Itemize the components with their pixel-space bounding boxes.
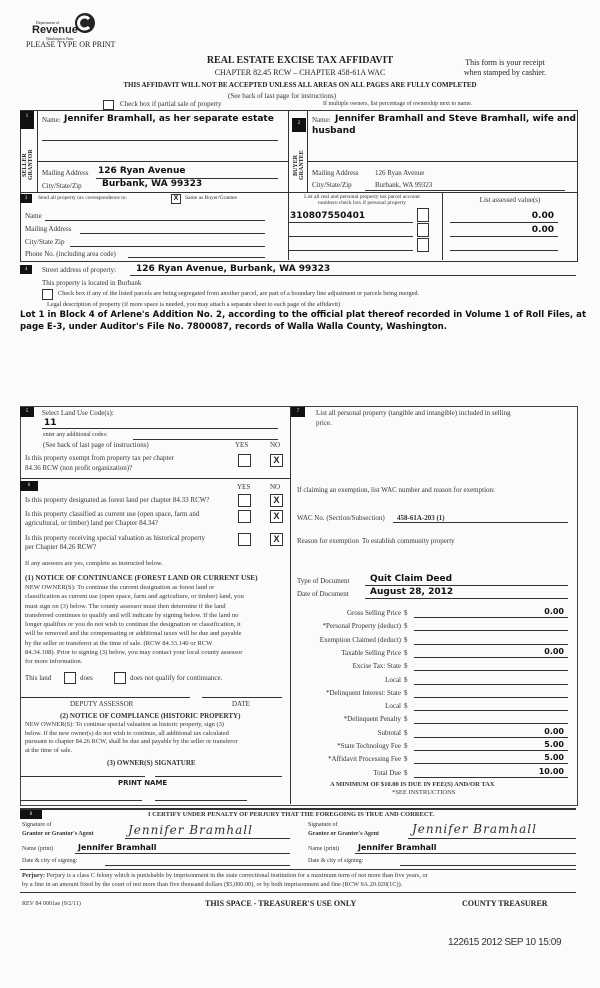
notice-line: classification as current use (open space, farm and agriculture, or timber) land, you bbox=[25, 593, 244, 601]
buyer-name-cont[interactable]: husband bbox=[312, 126, 356, 136]
additional-codes-label: enter any additional codes: bbox=[43, 432, 108, 438]
print-name-label: PRINT NAME bbox=[118, 779, 168, 787]
form-title: REAL ESTATE EXCISE TAX AFFIDAVIT bbox=[206, 55, 394, 66]
parcel-number[interactable]: 310807550401 bbox=[290, 211, 366, 221]
certify-statement: I CERTIFY UNDER PENALTY OF PERJURY THAT THE FOREGOING IS TRUE AND CORRECT. bbox=[148, 811, 435, 818]
notice-continuance-text bbox=[25, 583, 287, 667]
historic-question-2: per Chapter 84.26 RCW? bbox=[25, 543, 97, 551]
notice-line: NEW OWNER(S): To continue the current designation as forest land or bbox=[25, 584, 215, 591]
owner-signature-label: (3) OWNER(S) SIGNATURE bbox=[107, 759, 196, 767]
legal-description-2[interactable]: page E-3, under Auditor's File No. 7800087, records of Walla Walla County, Washington. bbox=[20, 322, 448, 332]
personal-property-checkbox-3[interactable] bbox=[417, 238, 429, 252]
fee-label: *Delinquent Interest: State bbox=[325, 688, 401, 697]
fee-value[interactable]: 10.00 bbox=[538, 766, 564, 776]
s3-mail-label: Mailing Address bbox=[25, 225, 72, 233]
notice-line: longer qualifies or you do not wish to continue the designation or classification, it bbox=[25, 621, 241, 629]
buyer-mail-label: Mailing Address bbox=[312, 169, 359, 177]
receipt-note-2: when stamped by cashier. bbox=[463, 68, 547, 77]
exempt-no-checkbox[interactable]: X bbox=[270, 454, 283, 467]
grantor-print-name[interactable]: Jennifer Bramhall bbox=[78, 843, 157, 852]
current-use-question: Is this property classified as current use (open space, farm and bbox=[25, 510, 200, 518]
seller-mailing-address[interactable]: 126 Ryan Avenue bbox=[98, 166, 186, 176]
seller-name-label: Name: bbox=[42, 116, 61, 124]
exempt-question: Is this property exempt from property tax per chapter bbox=[25, 454, 174, 462]
partial-sale-checkbox[interactable] bbox=[103, 100, 114, 110]
fee-label: Exemption Claimed (deduct) bbox=[319, 635, 401, 644]
does-qualify-checkbox[interactable] bbox=[64, 672, 76, 684]
section-8-number: 8 bbox=[20, 810, 42, 819]
wac-label: WAC No. (Section/Subsection) bbox=[297, 514, 385, 522]
dollar-sign: $ bbox=[404, 622, 408, 631]
fee-value[interactable]: 5.00 bbox=[544, 753, 564, 763]
s6-yes-header: YES bbox=[237, 483, 251, 491]
notice-line: will be removed and the compensating or additional taxes will be due and payable bbox=[25, 630, 242, 638]
fee-row bbox=[294, 686, 574, 698]
current-use-no-checkbox[interactable]: X bbox=[270, 510, 283, 523]
grantee-sig-of: Signature of bbox=[308, 822, 338, 828]
notice-line: at the time of sale. bbox=[25, 746, 73, 754]
grantee-signature[interactable]: Jennifer Bramhall bbox=[412, 822, 537, 836]
does-label: does bbox=[80, 674, 93, 682]
personal-property-checkbox-1[interactable] bbox=[417, 208, 429, 222]
buyer-name-label: Name: bbox=[312, 116, 331, 124]
section-7-number: 7 bbox=[291, 407, 305, 417]
grantor-agent-label: Grantor or Grantor's Agent bbox=[22, 831, 94, 837]
fee-label: Taxable Selling Price bbox=[341, 648, 401, 657]
buyer-name[interactable]: Jennifer Bramhall and Steve Bramhall, wife and bbox=[335, 114, 576, 124]
exemption-label: If claiming an exemption, list WAC number and reason for exemption: bbox=[297, 486, 495, 494]
fee-row bbox=[294, 619, 574, 631]
perjury-notice bbox=[22, 872, 578, 889]
minimum-due-note: A MINIMUM OF $10.00 IS DUE IN FEE(S) AND/OR TAX bbox=[330, 781, 495, 788]
buyer-mailing-address[interactable]: 126 Ryan Avenue bbox=[375, 169, 425, 177]
parcel-header: List all real and personal property tax parcel account bbox=[304, 194, 420, 200]
dollar-sign: $ bbox=[404, 688, 408, 697]
perjury-text-2: by a fine in an amount fixed by the court of not more than five thousand dollars ($5,000.00), or by both imprisonment and fine (RCW 9A.20.020(1C)). bbox=[22, 880, 403, 888]
segregated-checkbox[interactable] bbox=[42, 289, 53, 300]
assessed-value-1[interactable]: 0.00 bbox=[531, 211, 554, 221]
assessed-value-header: List assessed value(s) bbox=[479, 196, 541, 204]
dollar-sign: $ bbox=[404, 715, 408, 724]
if-yes-note: If any answers are yes, complete as instructed below. bbox=[25, 560, 163, 567]
document-type[interactable]: Quit Claim Deed bbox=[370, 574, 453, 584]
notice-line: transferred continues to qualify and will indicate by signing below. If the land no bbox=[25, 611, 239, 619]
fee-label: Total Due bbox=[373, 768, 401, 777]
fee-row bbox=[294, 752, 574, 764]
current-use-yes-checkbox[interactable] bbox=[238, 510, 251, 523]
fee-row bbox=[294, 739, 574, 751]
exempt-question-2: 84.36 RCW (non profit organization)? bbox=[25, 464, 133, 472]
section-4-number: 4 bbox=[20, 265, 32, 274]
see-back: (See back of last page for instructions) bbox=[228, 92, 337, 100]
dor-logo: Department of Revenue Washington State bbox=[32, 12, 102, 44]
historic-yes-checkbox[interactable] bbox=[238, 533, 251, 546]
legal-description[interactable]: Lot 1 in Block 4 of Arlene's Addition No. 2, according to the official plat thereof recorded in Volume 1 of Roll Files, at bbox=[20, 310, 587, 320]
notice-line: must sign on (3) below. The county assessor must then determine if the land bbox=[25, 602, 226, 610]
fee-row bbox=[294, 673, 574, 685]
s6-no-header: NO bbox=[270, 483, 281, 491]
doc-date-label: Date of Document bbox=[297, 590, 349, 598]
s5-yes-header: YES bbox=[235, 441, 249, 449]
notice-line: 84.34.108). Prior to signing (3) below, you may contact your local county assessor bbox=[25, 649, 243, 657]
historic-question: Is this property receiving special valuation as historical property bbox=[25, 534, 206, 542]
located-in: This property is located in Burbank bbox=[42, 279, 142, 287]
street-label: Street address of property: bbox=[42, 266, 117, 274]
fee-row bbox=[294, 726, 574, 738]
seller-grantor-label: SELLER GRANTOR bbox=[22, 149, 34, 181]
does-not-qualify-checkbox[interactable] bbox=[114, 672, 126, 684]
legal-description-label: Legal description of property (if more space is needed, you may attach a separate sheet to each page of the affidavit) bbox=[47, 301, 341, 308]
notice-continuance-title: (1) NOTICE OF CONTINUANCE (FOREST LAND OR CURRENT USE) bbox=[25, 573, 258, 582]
notice-compliance-title: (2) NOTICE OF COMPLIANCE (HISTORIC PROPERTY) bbox=[60, 712, 241, 720]
buyer-city[interactable]: Burbank, WA 99323 bbox=[375, 181, 433, 189]
notice-line: NEW OWNER(S): To continue special valuation as historic property, sign (3) bbox=[25, 721, 224, 728]
assessed-value-2[interactable]: 0.00 bbox=[531, 225, 554, 235]
dollar-sign: $ bbox=[404, 648, 408, 657]
fee-label: Gross Selling Price bbox=[346, 609, 401, 617]
notice-line: below. If the new owner(s) do not wish to continue, all additional tax calculated bbox=[25, 729, 229, 737]
see-instructions: *SEE INSTRUCTIONS bbox=[392, 789, 456, 796]
cashier-stamp: 122615 2012 SEP 10 15:09 bbox=[448, 937, 562, 948]
deputy-assessor-label: DEPUTY ASSESSOR bbox=[70, 700, 134, 708]
exemption-reason[interactable]: To establish community property bbox=[362, 537, 455, 545]
receipt-note: This form is your receipt bbox=[465, 58, 545, 67]
dollar-sign: $ bbox=[404, 742, 408, 750]
current-use-question-2: agricultural, or timber) land per Chapter 84.34? bbox=[25, 519, 158, 527]
s3-name-label: Name bbox=[25, 212, 42, 220]
buyer-grantee-label: BUYER GRANTEE bbox=[293, 150, 305, 180]
section-2-number: 2 bbox=[292, 118, 306, 132]
send-correspondence-label: Send all property tax correspondence to: bbox=[38, 195, 128, 201]
section-1-number: 1 bbox=[20, 111, 34, 129]
fee-row bbox=[294, 659, 574, 671]
grantor-name-label: Name (print) bbox=[22, 846, 54, 852]
perjury-label: Perjury: bbox=[22, 872, 46, 879]
fee-row bbox=[294, 712, 574, 724]
grantee-agent-label: Grantee or Grantee's Agent bbox=[308, 831, 380, 837]
fee-value[interactable]: 0.00 bbox=[544, 646, 564, 656]
s5-no-header: NO bbox=[270, 441, 281, 449]
dollar-sign: $ bbox=[404, 728, 408, 737]
personal-property-checkbox-2[interactable] bbox=[417, 223, 429, 237]
historic-no-checkbox[interactable]: X bbox=[270, 533, 283, 546]
fee-label: *Personal Property (deduct) bbox=[322, 622, 401, 631]
fee-value[interactable]: 5.00 bbox=[544, 740, 564, 749]
s5-see-back: (See back of last page of instructions) bbox=[43, 441, 149, 449]
this-land-label: This land bbox=[25, 674, 52, 682]
fee-label: Excise Tax: State bbox=[352, 662, 401, 671]
seller-city-label: City/State/Zip bbox=[42, 182, 82, 190]
fee-value[interactable]: 0.00 bbox=[544, 607, 564, 616]
form-chapter: CHAPTER 82.45 RCW – CHAPTER 458-61A WAC bbox=[214, 68, 386, 77]
s3-phone-label: Phone No. (including area code) bbox=[25, 250, 116, 258]
deputy-date-label: DATE bbox=[232, 700, 250, 708]
notice-line: pursuant to chapter 84.26 RCW, shall be due and payable by the seller or transferor bbox=[25, 738, 238, 745]
seller-name[interactable]: Jennifer Bramhall, as her separate estate bbox=[64, 114, 274, 124]
grantee-print-name[interactable]: Jennifer Bramhall bbox=[358, 843, 437, 852]
land-use-label: Select Land Use Code(s): bbox=[42, 409, 114, 417]
dollar-sign: $ bbox=[404, 635, 408, 644]
same-as-buyer-checkbox[interactable]: X bbox=[171, 194, 181, 204]
dollar-sign: $ bbox=[404, 662, 408, 671]
grantor-signature[interactable]: Jennifer Bramhall bbox=[128, 823, 253, 837]
treasurer-space-label: THIS SPACE - TREASURER'S USE ONLY bbox=[205, 899, 357, 908]
does-not-label: does not qualify for continuance. bbox=[130, 674, 223, 682]
grantee-name-label: Name (print) bbox=[308, 846, 340, 852]
warning: THIS AFFIDAVIT WILL NOT BE ACCEPTED UNLESS ALL AREAS ON ALL PAGES ARE FULLY COMPLETED bbox=[123, 81, 477, 89]
section-5-number: 5 bbox=[20, 407, 34, 417]
segregated-label: Check box if any of the listed parcels are being segregated from another parcel, are part of a boundary line adjustment or parcels being merged. bbox=[58, 290, 420, 297]
form-revision: REV 84 0001ae (9/2/11) bbox=[22, 901, 81, 907]
fee-label: Subtotal bbox=[377, 728, 401, 737]
seller-city[interactable]: Burbank, WA 99323 bbox=[102, 179, 203, 189]
multiple-owners-note: If multiple owners, list percentage of ownership next to name. bbox=[323, 101, 473, 107]
county-treasurer-label: COUNTY TREASURER bbox=[462, 899, 548, 908]
dollar-sign: $ bbox=[404, 675, 408, 684]
fee-row bbox=[294, 646, 574, 658]
fee-label: *Affidavit Processing Fee bbox=[328, 755, 401, 764]
partial-sale-label: Check box if partial sale of property bbox=[120, 100, 222, 108]
exempt-yes-checkbox[interactable] bbox=[238, 454, 251, 467]
fee-row bbox=[294, 606, 574, 618]
grantor-date-city-label: Date & city of signing: bbox=[22, 858, 78, 864]
reason-label: Reason for exemption bbox=[297, 537, 359, 545]
dollar-sign: $ bbox=[404, 768, 408, 777]
dollar-sign: $ bbox=[404, 755, 408, 764]
section-6-number: 6 bbox=[20, 481, 38, 491]
personal-property-label-2: price. bbox=[316, 419, 332, 427]
fee-row bbox=[294, 633, 574, 645]
fee-row bbox=[294, 766, 574, 778]
same-as-buyer-label: Same as Buyer/Grantee bbox=[185, 195, 237, 201]
dollar-sign: $ bbox=[404, 702, 408, 711]
forest-no-checkbox[interactable]: X bbox=[270, 494, 283, 507]
grantee-date-city-label: Date & city of signing: bbox=[308, 858, 364, 864]
land-use-code[interactable]: 11 bbox=[44, 418, 57, 428]
personal-property-label: List all personal property (tangible and intangible) included in selling bbox=[316, 409, 511, 417]
notice-compliance-text bbox=[25, 721, 287, 755]
buyer-city-label: City/State/Zip bbox=[312, 181, 352, 189]
s3-city-label: City/State Zip bbox=[25, 238, 65, 246]
forest-land-question: Is this property designated as forest land per chapter 84.33 RCW? bbox=[25, 496, 210, 504]
property-street-address[interactable]: 126 Ryan Avenue, Burbank, WA 99323 bbox=[136, 264, 331, 274]
perjury-text: Perjury is a class C felony which is punishable by imprisonment in the state correctional institution for a maximum term of not more than five years, or bbox=[46, 872, 428, 879]
fee-label: *State Technology Fee bbox=[337, 742, 401, 750]
parcel-header-2: numbers-check box if personal property bbox=[318, 200, 406, 206]
fee-value[interactable]: 0.00 bbox=[544, 726, 564, 736]
forest-yes-checkbox[interactable] bbox=[238, 494, 251, 507]
please-type: PLEASE TYPE OR PRINT bbox=[26, 40, 116, 49]
fee-label: *Delinquent Penalty bbox=[343, 715, 401, 724]
fee-row bbox=[294, 699, 574, 711]
notice-line: for more information. bbox=[25, 658, 83, 666]
section-3-number: 3 bbox=[20, 194, 32, 203]
document-date[interactable]: August 28, 2012 bbox=[370, 587, 454, 597]
notice-line: by the seller or transferor at the time of sale. (RCW 84.33.140 or RCW bbox=[25, 639, 213, 647]
dollar-sign: $ bbox=[404, 609, 408, 617]
seller-mail-label: Mailing Address bbox=[42, 169, 89, 177]
fee-label: Local bbox=[385, 675, 401, 684]
doc-type-label: Type of Document bbox=[297, 577, 350, 585]
grantor-sig-of: Signature of bbox=[22, 822, 52, 828]
wac-number[interactable]: 458-61A-203 (1) bbox=[397, 514, 445, 522]
fee-label: Local bbox=[385, 702, 401, 711]
